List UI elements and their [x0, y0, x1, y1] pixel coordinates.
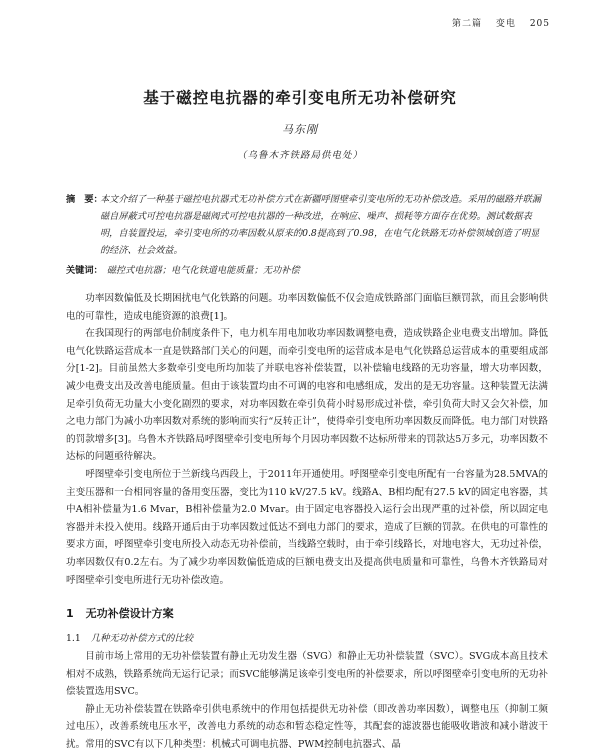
affiliation: （乌鲁木齐铁路局供电处）	[236, 150, 363, 161]
paragraph: 功率因数偏低及长期困扰电气化铁路的问题。功率因数偏低不仅会造成铁路部门面临巨额罚款，而且会影响供电的可靠性，造成电能资源的浪费[1]。	[66, 293, 548, 322]
header-topic: 变电	[495, 19, 516, 29]
abstract	[66, 191, 548, 256]
paper-title: 基于磁控电抗器的牵引变电所无功补偿研究	[143, 89, 457, 107]
subsection-number: 1.1	[66, 633, 81, 644]
paragraph: 静止无功补偿装置在铁路牵引供电系统中的作用包括提供无功补偿（即改善功率因数），调整电压（抑制工频过电压），改善系统电压水平，改善电力系统的动态和暂态稳定性等，其配套的滤波器也能吸收谐波和减小谐波干扰。常用的SVC有以下几种类型：机械式可调电抗器、PWM控制电抗器式、晶	[66, 703, 548, 750]
paragraph: 呼图壁牵引变电所位于兰新线乌西段上，于2011年开通使用。呼图壁牵引变电所配有一台容量为28.5MVA的主变压器和一台相同容量的备用变压器，变比为110 kV/27.5 kV。线路A、B相均配有27.5 kV的固定电容器，其中A相补偿量为1.6 Mvar，B相补偿量为2.0 Mvar。由于固定电容器投入运行会出现严重的过补偿，所以固定电容器并未投入使用。线路开通后由于功率因数过低达不到电力部门的要求，造成了巨额的罚款。在供电的可靠性的要求方面，呼图壁牵引变电所投入动态无功补偿前，当线路空载时，由于牵引线路长，对地电容大，无功过补偿，功率因数仅有0.2左右。为了减少功率因数偏低造成的巨额电费支出及提高供电质量和可靠性，乌鲁木齐铁路局对呼图壁牵引变电所进行无功补偿改造。	[66, 468, 548, 586]
keywords-label: 关键词：	[66, 265, 103, 276]
subsection-title: 几种无功补偿方式的比较	[90, 633, 194, 644]
keywords	[66, 262, 548, 276]
header-section: 第二篇	[452, 19, 483, 29]
paragraph: 在我国现行的两部电价制度条件下，电力机车用电加收功率因数调整电费，造成铁路企业电费支出增加。降低电气化铁路运营成本一直是铁路部门关心的问题，而牵引变电所的运营成本是电气化铁路总运营成本的重要组成部分[1-2]。目前虽然大多数牵引变电所均加装了并联电容补偿装置，以补偿输电线路的无功容量，增大功率因数，减少电费支出及改善电能质量。但由于该装置均由不可调的电容和电感组成，发出的是无功容量。这种装置无法满足牵引负荷无功量大小变化剧烈的要求，对功率因数在牵引负荷小时易形成过补偿，牵引负荷大时又会欠补偿，加之电力部门为减小功率因数对系统的影响而实行“反转正计”，使得牵引变电所功率因数反而降低。电力部门对铁路的罚款增多[3]。乌鲁木齐铁路局呼图壁牵引变电所每个月因功率因数不达标所带来的罚款达5万多元，功率因数不达标的问题亟待解决。	[66, 328, 548, 463]
section-number: 1	[66, 607, 74, 620]
section-title: 无功补偿设计方案	[85, 607, 174, 620]
running-header	[442, 16, 550, 29]
abstract-label: 摘 要：	[66, 194, 103, 205]
author: 马东刚	[282, 123, 318, 136]
section-heading	[66, 605, 174, 621]
body-text	[66, 290, 548, 589]
subsection-heading	[66, 630, 193, 644]
header-page-number: 205	[529, 19, 550, 29]
abstract-text: 本文介绍了一种基于磁控电抗器式无功补偿方式在新疆呼图壁牵引变电所的无功补偿改造。采用的磁路并联漏磁自屏蔽式可控电抗器是磁阀式可控电抗器的一种改进，在响应、噪声、损耗等方面存在优势。测试数据表明，自装置投运，牵引变电所的功率因数从原来的0.8提高到了0.98，在电气化铁路无功补偿领域创造了明显的经济、社会效益。	[100, 194, 541, 256]
paragraph: 目前市场上常用的无功补偿装置有静止无功发生器（SVG）和静止无功补偿装置（SVC）。SVG成本高且技术相对不成熟，铁路系统尚无运行记录；而SVC能够满足该牵引变电所的补偿要求，所以呼图壁牵引变电所的无功补偿装置选用SVC。	[66, 651, 548, 698]
keywords-text: 磁控式电抗器；电气化铁道电能质量；无功补偿	[106, 265, 300, 276]
